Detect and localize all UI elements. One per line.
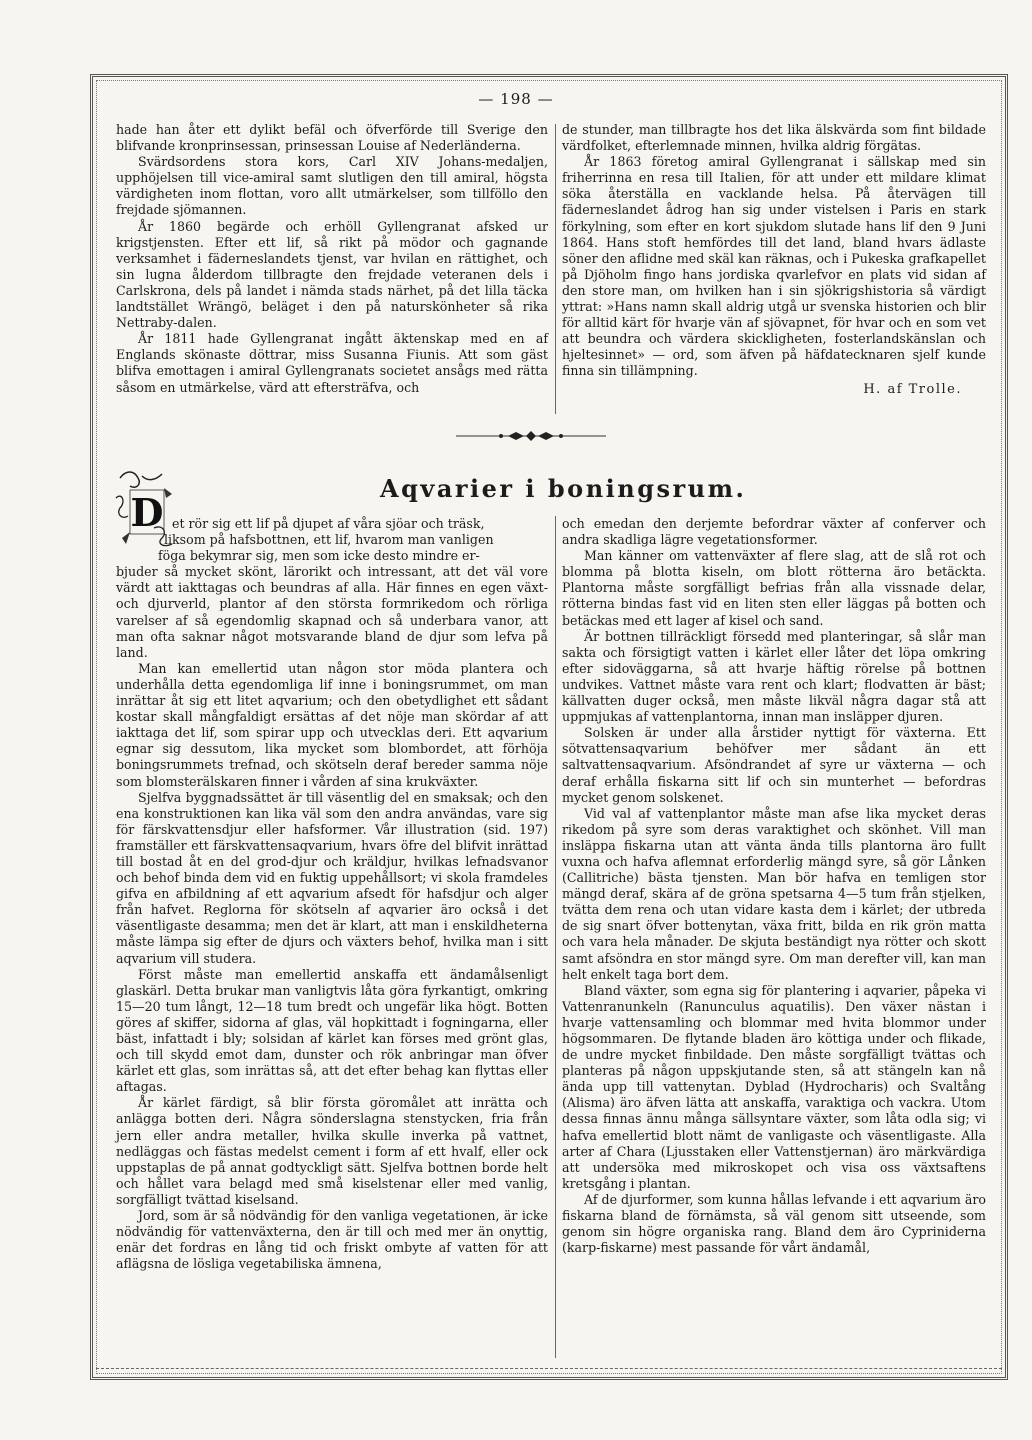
paragraph: Man kan emellertid utan någon stor möda plantera och underhålla detta egendomliga lif inne i boningsrummet, om man inrättar åt sig ett litet aqvarium; och den obetydlighet ett sådant kostar skall mångfaldigt ersättas af det nöje man skördar af att iakttaga det lif, som spirar upp och utvecklas deri. Ett aqvarium egnar sig dessutom, lika mycket som blombordet, att förhöja boningsrummets trefnad, och skötseln deraf bereder samma nöje som blomsterälskaren finner i vården af sina krukväxter. — [116, 660, 548, 789]
ornament-divider — [456, 430, 606, 442]
paragraph: Jord, som är så nödvändig för den vanliga vegetationen, är icke nödvändig för vattenväxterna, den är till och med mer än onyttig, enär det fordras en lång tid och friskt ombyte af vatten för att aflägsna de lösliga vegetabiliska ämnena, — [116, 1208, 548, 1272]
article-title: Aqvarier i boningsrum. — [380, 474, 747, 503]
column-divider — [555, 516, 556, 1358]
second-line: liksom på hafsbottnen, ett lif, hvarom man vanligen — [164, 532, 494, 548]
paragraph: År kärlet färdigt, så blir första göromålet att inrätta och anlägga botten deri. Några sönderslagna stenstycken, fria från jern eller andra metaller, hvilka skulle inverka på vattnet, nedläggas och fästas medelst cement i form af ett hvalf, eller ock uppstaplas de på annat godtyckligt sätt. Sjelfva bottnen borde helt och hållet vara belagd med små kiselstenar eller med vanlig, sorgfälligt tvättad kiselsand. — [116, 1095, 548, 1207]
dropcap-letter: D — [130, 490, 164, 535]
first-paragraph-rest: bjuder så mycket skönt, lärorikt och intressant, att det väl vore värdt att iakttagas och beundras af alla. Här finnes en egen växt- och djurverld, plantor af den största formrikedom och rörliga varelser af så egendomlig skapnad och så underbara vanor, att man ofta saknar något motsvarande bland de djur som lefva på land. — [116, 564, 548, 660]
paragraph: Vid val af vattenplantor måste man afse lika mycket deras rikedom på syre som deras varaktighet och skönhet. Vill man insläppa fiskarna utan att vänta ända tills plantorna äro fullt vuxna och hafva aflemnat erforderlig mängd syre, så gör Lånken (Callitriche) bästa tjensten. Man bör hafva en temligen stor mängd deraf, skära af de gröna spetsarna 4—5 tum från stjelken, tvätta dem rena och utan vidare kasta dem i kärlet; der utbreda de sig snart öfver bottenytan, växa fritt, bilda en rik grön matta och vara hela månader. De skjuta beständigt nya rötter och skott samt afsöndra en stor mängd syre. Om man derefter vill, kan man helt enkelt taga bort dem. — [562, 805, 986, 982]
paragraph: och emedan den derjemte befordrar växter af conferver och andra skadliga lägre vegetationsformer. — [562, 516, 986, 548]
paragraph: År 1811 hade Gyllengranat ingått äktenskap med en af Englands skönaste döttrar, miss Susanna Fiunis. Att som gäst blifva emottagen i amiral Gyllengranats societet ansågs med rätta såsom en utmärkelse, värd att eftersträfva, och — [116, 331, 548, 395]
top-article-left-column — [116, 122, 548, 396]
third-line: föga bekymrar sig, men som icke desto mindre er- — [158, 548, 480, 564]
article-left-column — [116, 516, 548, 1272]
author-signature: H. af Trolle. — [863, 381, 962, 397]
paragraph: Först måste man emellertid anskaffa ett ändamålsenligt glaskärl. Detta brukar man vanligtvis låta göra fyrkantigt, omkring 15—20 tum långt, 12—18 tum bredt och ungefär lika högt. Botten göres af skiffer, sidorna af glas, väl hopkittadt i fogningarna, eller bäst, infattadt i bly; solsidan af kärlet kan förses med grönt glas, och till skydd emot dam, dunster och rök anbringar man öfver kärlet ett glas, som inrättas så, att det efter behag kan flyttas eller aftagas. — [116, 966, 548, 1095]
paragraph: hade han åter ett dylikt befäl och öfverförde till Sverige den blifvande kronprinsessan, prinsessan Louise af Nederländerna. — [116, 122, 548, 154]
paragraph: Solsken är under alla årstider nyttigt för växterna. Ett sötvattensaqvarium behöfver mer sådant än ett saltvattensaqvarium. Afsöndrandet af syre ur växterna — och deraf erhålla fiskarna sitt lif och sin munterhet — befordras mycket genom solskenet. — [562, 725, 986, 805]
article-right-column — [562, 516, 986, 1256]
first-paragraph — [116, 516, 548, 661]
bottom-rule — [96, 1368, 1002, 1369]
paragraph: Sjelfva byggnadssättet är till väsentlig del en smaksak; och den ena konstruktionen kan lika väl som den andra användas, vare sig för färskvattensdjur eller hafsformer. Vår illustration (sid. 197) framställer ett färskvattensaqvarium, hvars öfre del blifvit inrättad till bostad åt en del grod-djur och kräldjur, hvilkas lefnadsvanor och behof binda dem vid en fuktig uppehållsort; vi skola framdeles gifva en afbildning af ett aqvarium afsedt för hafsdjur och alger från hafvet. Reglorna för skötseln af aqvarier äro också i det väsentligaste desamma; men det är klart, att man i enskildheterna måste lämpa sig efter de djurs och växters behof, hvilka man i sitt aqvarium vill studera. — [116, 789, 548, 966]
first-line: et rör sig ett lif på djupet af våra sjöar och träsk, — [172, 516, 485, 531]
paragraph: Af de djurformer, som kunna hållas lefvande i ett aqvarium äro fiskarna bland de förnämsta, så väl genom sitt utseende, som genom sin högre organiska rang. Bland dem äro Cypriniderna (karp-fiskarne) mest passande för vårt ändamål, — [562, 1191, 986, 1256]
top-article-right-column — [562, 122, 986, 398]
column-divider — [555, 124, 556, 414]
paragraph: Svärdsordens stora kors, Carl XIV Johans-medaljen, upphöjelsen till vice-amiral samt slutligen den till amiral, högsta värdigheten inom flottan, voro allt utmärkelser, som tillföllo den frejdade sjömannen. — [116, 154, 548, 218]
paragraph: Bland växter, som egna sig för plantering i aqvarier, påpeka vi Vattenranunkeln (Ranunculus aquatilis). Den växer nästan i hvarje vattensamling och blommar med hvita blommor under högsommaren. De flytande bladen äro köttiga under och flikade, de undre mycket finbildade. Den måste sorgfälligt tvättas och planteras på någon uppskjutande sten, så att stängeln kan nå ända upp till vattenytan. Dyblad (Hydrocharis) och Svaltång (Alisma) äro äfven lätta att anskaffa, varaktiga och vackra. Utom dessa finnas ännu många sällsyntare växter, som låta odla sig; vi hafva emellertid blott nämt de vanligaste och väsentligaste. Alla arter af Chara (Ljusstaken eller Vattenstjernan) äro märkvärdiga att undersöka med mikroskopet och visa oss växtsaftens kretsgång i plantan. — [562, 982, 986, 1191]
paragraph: År 1863 företog amiral Gyllengranat i sällskap med sin friherrinna en resa till Italien, för att under ett mildare klimat söka återställa en vacklande helsa. På återvägen till fäderneslandet ådrog han sig under vistelsen i Paris en stark förkylning, som efter en kort sjukdom slutade hans lif den 9 Juni 1864. Hans stoft hemfördes till det land, bland hvars ädlaste söner den aflidne med skäl kan räknas, och i Pukeska grafkapellet på Djöholm fingo hans jordiska qvarlefvor en plats vid sidan af den store man, om hvilken han i sin sjökrigshistoria så värdigt yttrat: »Hans namn skall aldrig utgå ur svenska historien och blir för alltid kärt för hvarje vän af sjövapnet, för hvar och en som vet att beundra och värdera skickligheten, fosterlandskänslan och hjeltesinnet» — ord, som äfven på häfdatecknaren sjelf kunde finna sin tillämpning. — [562, 154, 986, 379]
page-number: — 198 — — [478, 90, 554, 108]
paragraph: de stunder, man tillbragte hos det lika älskvärda som fint bildade värdfolket, efterlemnade minnen, hvilka aldrig förgätas. — [562, 122, 986, 154]
paragraph: Är bottnen tillräckligt försedd med planteringar, så slår man sakta och försigtigt vatten i kärlet eller låter det löpa omkring efter sidoväggarna, så att hvarje häftig rörelse på bottnen undvikes. Vattnet måste vara rent och klart; flodvatten är bäst; källvatten duger också, men måste likväl några dagar stå att uppmjukas af vattenplantorna, innan man insläpper djuren. — [562, 628, 986, 725]
paragraph: År 1860 begärde och erhöll Gyllengranat afsked ur krigstjensten. Efter ett lif, så rikt på mödor och gagnande verksamhet i fäderneslandets tjenst, var hvilan en rättighet, och sin lugna ålderdom tillbragte den frejdade veteranen dels i Carlskrona, dels på landet i nämda stads närhet, på det lilla täcka landtstället Wrängö, beläget i den på naturskönheter så rika Nettraby-dalen. — [116, 218, 548, 331]
paragraph: Man känner om vattenväxter af flere slag, att de slå rot och blomma på blotta kiseln, om blott rötterna äro betäckta. Plantorna måste sorgfälligt befrias från alla vissnade delar, rötterna bindas fast vid en liten sten eller läggas på botten och betäckas med ett lager af kisel och sand. — [562, 548, 986, 628]
